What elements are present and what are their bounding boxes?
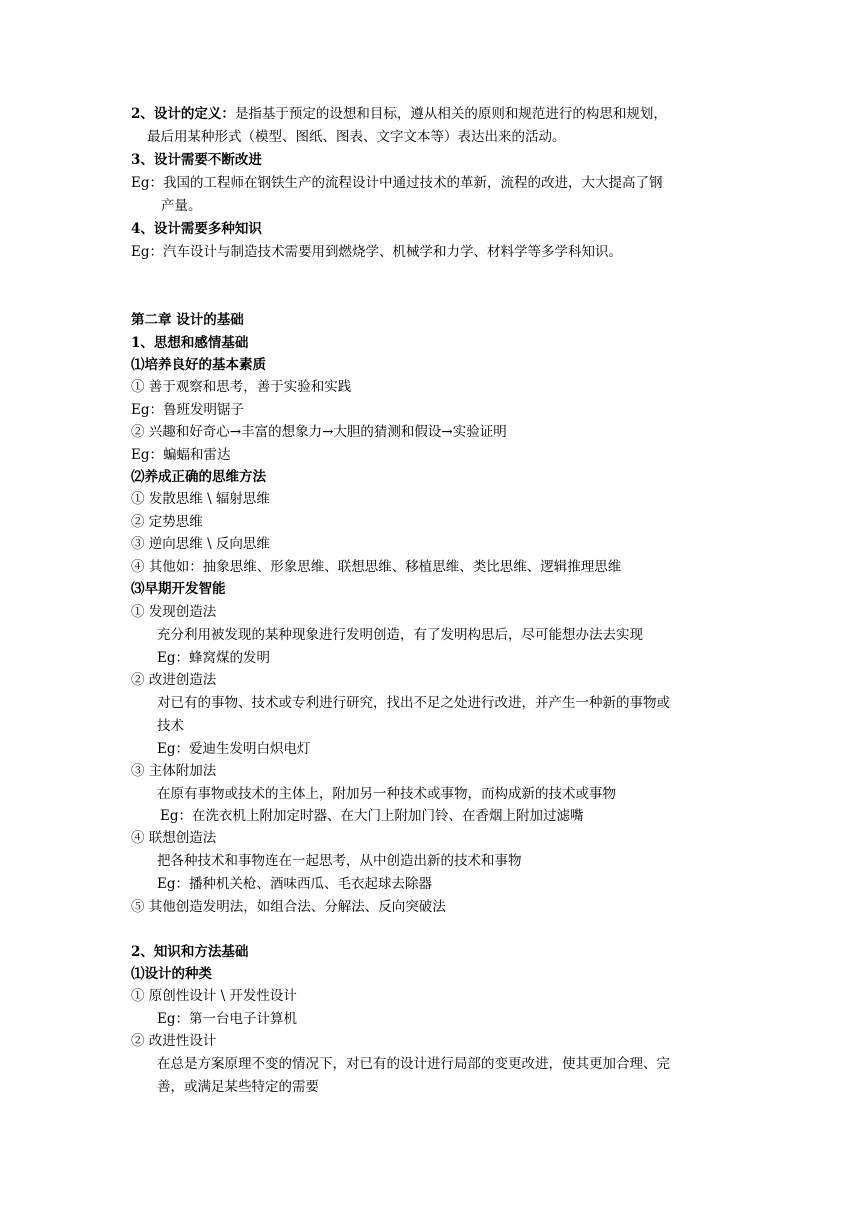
section-heading-thought-emotion: 1、思想和感情基础	[131, 335, 249, 351]
example-line: Eg：蝙蝠和雷达	[131, 447, 231, 463]
list-item-description-continued: 善，或满足某些特定的需要	[157, 1079, 319, 1095]
section-heading-multiple-knowledge: 4、设计需要多种知识	[131, 221, 262, 237]
example-line: Eg：第一台电子计算机	[157, 1011, 297, 1027]
list-item: ② 定势思维	[131, 514, 203, 530]
example-line: Eg：爱迪生发明白炽电灯	[157, 741, 311, 757]
list-item: ④ 其他如：抽象思维、形象思维、联想思维、移植思维、类比思维、逻辑推理思维	[131, 559, 622, 575]
list-item: ② 改进创造法	[131, 672, 217, 688]
subsection-heading-thinking-methods: ⑵养成正确的思维方法	[131, 469, 266, 485]
list-item: ② 兴趣和好奇心→丰富的想象力→大胆的猜测和假设→实验证明	[131, 424, 507, 440]
definition-text: 是指基于预定的设想和目标，遵从相关的原则和规范进行的构思和规划，	[234, 106, 667, 122]
list-item: ③ 逆向思维 \ 反向思维	[131, 536, 270, 552]
list-item-description-continued: 技术	[157, 718, 184, 734]
list-item: ① 发现创造法	[131, 604, 217, 620]
example-automobile-design: Eg：汽车设计与制造技术需要用到燃烧学、机械学和力学、材料学等多学科知识。	[131, 244, 622, 260]
list-item: ⑤ 其他创造发明法，如组合法、分解法、反向突破法	[131, 899, 446, 915]
definition-text-continued: 最后用某种形式（模型、图纸、图表、文字文本等）表达出来的活动。	[147, 129, 566, 145]
list-item: ① 发散思维 \ 辐射思维	[131, 491, 270, 507]
section-heading-continuous-improvement: 3、设计需要不断改进	[131, 152, 262, 168]
list-item: ③ 主体附加法	[131, 763, 217, 779]
example-steel-production-continued: 产量。	[161, 198, 202, 214]
example-line: Eg：播种机关枪、酒味西瓜、毛衣起球去除器	[157, 876, 432, 892]
list-item: ① 原创性设计 \ 开发性设计	[131, 988, 297, 1004]
list-item-description: 在总是方案原理不变的情况下，对已有的设计进行局部的变更改进，使其更加合理、完	[157, 1056, 670, 1072]
subsection-heading-early-development: ⑶早期开发智能	[131, 581, 226, 597]
list-item-description: 把各种技术和事物连在一起思考，从中创造出新的技术和事物	[157, 853, 522, 869]
subsection-heading-design-types: ⑴设计的种类	[131, 966, 212, 982]
list-item: ④ 联想创造法	[131, 830, 217, 846]
chapter-title: 第二章 设计的基础	[131, 312, 244, 328]
section-heading-knowledge-method: 2、知识和方法基础	[131, 944, 249, 960]
example-line: Eg：蜂窝煤的发明	[157, 650, 270, 666]
example-steel-production: Eg：我国的工程师在钢铁生产的流程设计中通过技术的革新，流程的改进，大大提高了钢	[131, 175, 663, 191]
list-item-description: 对已有的事物、技术或专利进行研究，找出不足之处进行改进，并产生一种新的事物或	[157, 695, 670, 711]
list-item-description: 充分利用被发现的某种现象进行发明创造，有了发明构思后，尽可能想办法去实现	[157, 627, 643, 643]
list-item-description: 在原有事物或技术的主体上，附加另一种技术或事物，而构成新的技术或事物	[157, 786, 616, 802]
section-definition-line	[131, 104, 667, 124]
list-item: ① 善于观察和思考，善于实验和实践	[131, 379, 352, 395]
section-heading-design-definition: 2、设计的定义：	[131, 106, 235, 122]
list-item: ② 改进性设计	[131, 1033, 217, 1049]
subsection-heading-basic-qualities: ⑴培养良好的基本素质	[131, 357, 266, 373]
example-line: Eg：鲁班发明锯子	[131, 402, 244, 418]
example-line: Eg：在洗衣机上附加定时器、在大门上附加门铃、在香烟上附加过滤嘴	[160, 808, 584, 824]
